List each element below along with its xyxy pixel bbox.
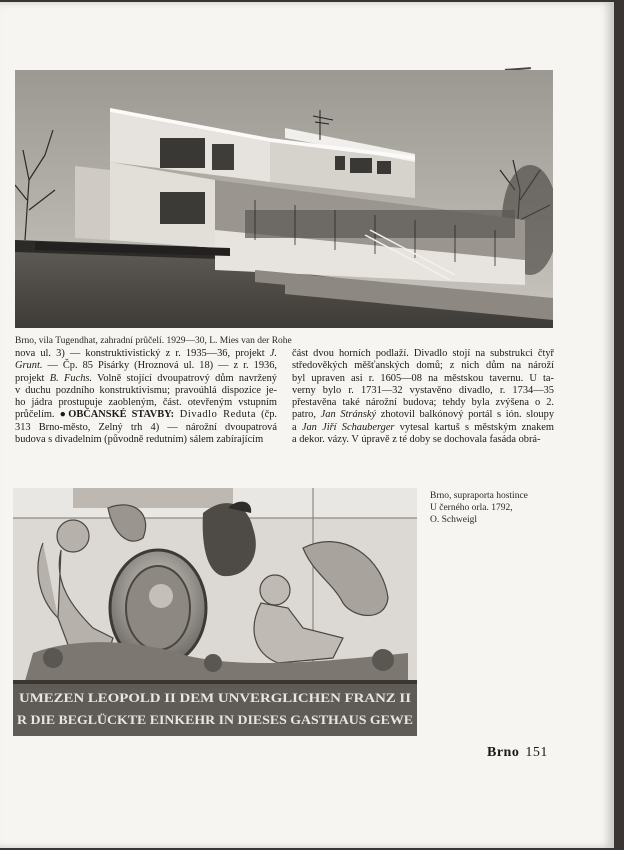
caption-line: O. Schweigl [430,515,477,525]
text-line: průčelím. ●OBČANSKÉ STAVBY: Divadlo Reduta (čp. [15,409,277,421]
villa-illustration [15,70,553,328]
photo-supraporta [13,488,417,736]
photo-caption-villa: Brno, vila Tugendhat, zahradní průčelí. 1929—30, L. Mies van der Rohe [15,336,292,346]
inscription-line-2: R DIE BEGLÜCKTE EINKEHR IN DIESES GASTHAUS GEWE [17,713,413,727]
text-column-right [292,348,554,446]
text-line: byl upraven asi r. 1605—08 na městskou tavernu. U ta- [292,372,554,384]
photo-villa-tugendhat [15,70,553,328]
text-line: přestavěna také nárožní budova; tehdy byla zvýšena o 2. [292,397,554,409]
text-line: verny bylo r. 1731—32 vystavěno divadlo, r. 1734—35 [292,384,554,396]
text-line: projekt B. Fuchs. Volně stojící dvoupatrový dům navržený [15,372,277,384]
page-number: 151 [525,745,548,760]
text-line: Grunt. — Čp. 85 Pisárky (Hroznová ul. 18) — z r. 1936, [15,360,277,372]
photo-caption-supraporta [430,490,560,526]
text-line: nova ul. 3) — konstruktivistický z r. 1935—36, projekt J. [15,348,277,359]
running-title: Brno [487,745,520,760]
book-page [0,2,614,848]
text-line: a dekor. vázy. V úpravě z té doby se dochovala fasáda obrá- [292,434,541,446]
text-line: patro, Jan Stránský zhotovil balkónový portál s ión. sloupy [292,409,555,421]
text-line: část dvou horních podlaží. Divadlo stojí na substrukci čtyř [292,348,554,359]
caption-line: Brno, supraporta hostince [430,491,528,501]
text-line: středověkých měšťanských domů; z nich dům na nároží [292,360,554,372]
text-line: 313 Brno-město, Zelný trh 4) — nárožní dvoupatrová [15,421,277,433]
text-column-left [15,348,277,446]
sculpture-illustration [13,488,417,736]
text-line: budova s divadelním (původně redutním) sálem zabírajícím [15,434,264,446]
text-line: ho jádra prostupuje zaobleným, část. otevřeným vstupním [15,397,277,409]
text-line: v duchu pozdního konstruktivismu; pravoúhlá dispozice je- [15,384,277,396]
text-line: a Jan Jiří Schauberger vytesal kartuš s městským znakem [292,421,554,433]
page-folio [487,745,548,761]
caption-line: U černého orla. 1792, [430,503,513,513]
inscription-line-1: UMEZEN LEOPOLD II DEM UNVERGLICHEN FRANZ II [19,691,412,705]
